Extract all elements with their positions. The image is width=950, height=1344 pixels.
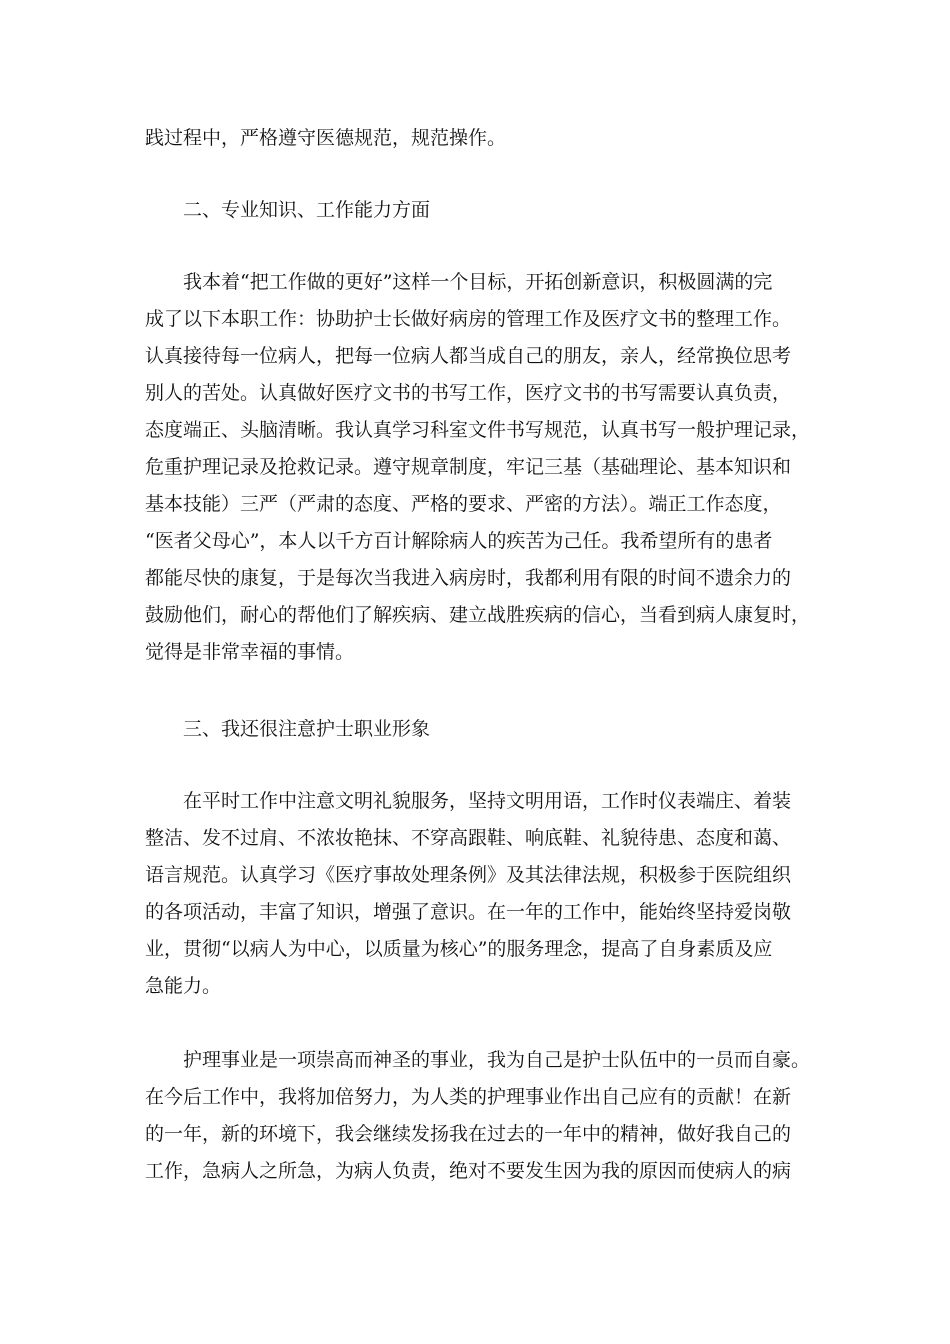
paragraph-line: 我本着“把工作做的更好”这样一个目标，开拓创新意识，积极圆满的完	[183, 271, 773, 293]
paragraph-line: 别人的苦处。认真做好医疗文书的书写工作，医疗文书的书写需要认真负责，	[145, 382, 792, 404]
paragraph-line: 整洁、发不过肩、不浓妆艳抹、不穿高跟鞋、响底鞋、礼貌待患、态度和蔼、	[145, 827, 792, 849]
paragraph-line: 鼓励他们，耐心的帮他们了解疾病、建立战胜疾病的信心，当看到病人康复时，	[145, 604, 811, 626]
section-heading-2: 二、专业知识、工作能力方面	[183, 199, 431, 221]
paragraph-line: 危重护理记录及抢救记录。遵守规章制度，牢记三基（基础理论、基本知识和	[145, 456, 792, 478]
paragraph-line: 的各项活动，丰富了知识，增强了意识。在一年的工作中，能始终坚持爱岗敬	[145, 901, 792, 923]
paragraph-line: 急能力。	[145, 975, 222, 997]
intro-tail-line: 践过程中，严格遵守医德规范，规范操作。	[145, 127, 507, 149]
paragraph-line: 语言规范。认真学习《医疗事故处理条例》及其法律法规，积极参于医院组织	[145, 864, 792, 886]
section-heading-3: 三、我还很注意护士职业形象	[183, 718, 431, 740]
paragraph-line: 认真接待每一位病人，把每一位病人都当成自己的朋友，亲人，经常换位思考	[145, 345, 792, 367]
paragraph-line: 工作，急病人之所急，为病人负责，绝对不要发生因为我的原因而使病人的病	[145, 1160, 792, 1182]
paragraph-line: 在平时工作中注意文明礼貌服务，坚持文明用语，工作时仪表端庄、着装	[183, 790, 792, 812]
paragraph-line: 态度端正、头脑清晰。我认真学习科室文件书写规范，认真书写一般护理记录，	[145, 419, 811, 441]
paragraph-line: 成了以下本职工作：协助护士长做好病房的管理工作及医疗文书的整理工作。	[145, 308, 792, 330]
paragraph-line: “医者父母心”，本人以千方百计解除病人的疾苦为己任。我希望所有的患者	[145, 530, 773, 552]
paragraph-line: 都能尽快的康复，于是每次当我进入病房时，我都利用有限的时间不遗余力的	[145, 567, 792, 589]
paragraph-line: 在今后工作中，我将加倍努力，为人类的护理事业作出自己应有的贡献！在新	[145, 1086, 792, 1108]
paragraph-line: 的一年，新的环境下，我会继续发扬我在过去的一年中的精神，做好我自己的	[145, 1123, 792, 1145]
paragraph-line: 基本技能）三严（严肃的态度、严格的要求、严密的方法）。端正工作态度，	[145, 493, 782, 515]
paragraph-line: 觉得是非常幸福的事情。	[145, 641, 355, 663]
paragraph-line: 业，贯彻“以病人为中心，以质量为核心”的服务理念，提高了自身素质及应	[145, 938, 773, 960]
paragraph-line: 护理事业是一项崇高而神圣的事业，我为自己是护士队伍中的一员而自豪。	[183, 1049, 811, 1071]
